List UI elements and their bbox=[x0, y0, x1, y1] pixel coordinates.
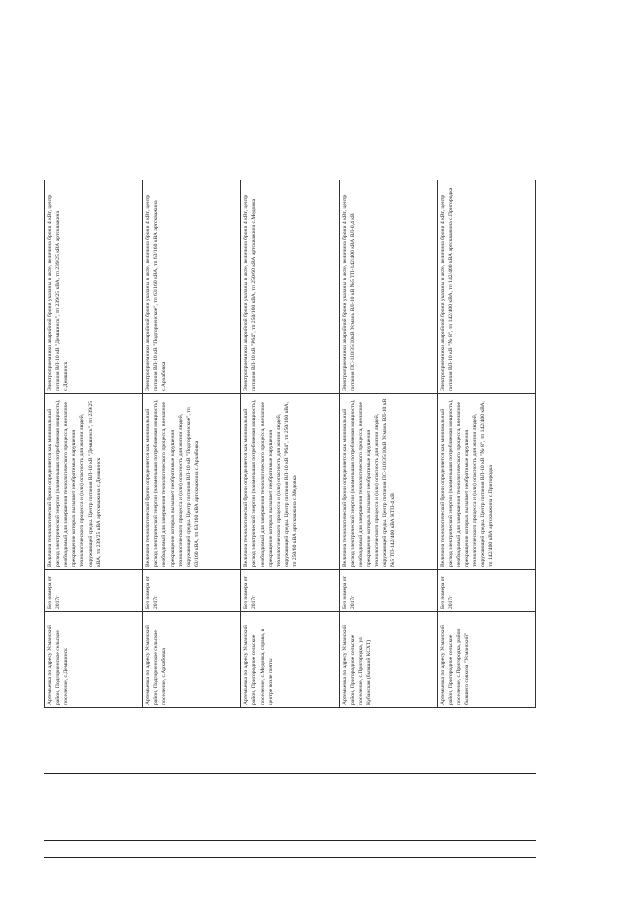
location-text: Артемьевка по адресу Усманский район, Пригородное сельское поселение, с.Пригородка, район бывшего совхоза "Усманский" bbox=[439, 625, 471, 705]
description-text: Величина технологической брони определяется как минимальный расход электрической энергии (наименьшая потребляемая мощность), необходимый для завершения технологического процесса, внезапное прекращение которых вызывает необратимые нарушения технологического процесса и (или) опасность для жизни людей, окружающей среды. Центр питания ВЛ-10 кВ "Р64", тп 250/160 кВА, тп 250/60 кВА артскважина с.Медовка bbox=[243, 399, 299, 567]
location-cell bbox=[339, 612, 437, 708]
description-cell bbox=[339, 394, 437, 570]
description-text: Величина технологической брони определяется как минимальный расход электрической энергии (наименьшая потребляемая мощность), необходимый для завершения технологического процесса, внезапное прекращение которых вызывает необратимые нарушения технологического процесса и (или) опасность для жизни людей, окружающей среды. Центр питания ВЛ-10 кВ "№ 8", тп 142/400 кВА, тп 142/400 кВА артскважина с.Пригородка bbox=[439, 399, 495, 567]
table-row bbox=[339, 180, 437, 708]
reservation-table bbox=[44, 180, 536, 708]
table-body bbox=[45, 180, 536, 708]
rotated-table-content bbox=[44, 180, 536, 708]
footer-rule-top bbox=[44, 773, 536, 774]
description-text: Величина технологической брони определяется как минимальный расход электрической энергии (наименьшая потребляемая мощность), необходимый для завершения технологического процесса, внезапное прекращение которых вызывает необратимые нарушения технологического процесса и (или) опасность для жизни людей, окружающей среды. Центр питания ВЛ-10 кВ "Подгорненское", тп 63/160 кВА, тп 63/160 кВА артскважина с.Архабовка bbox=[145, 399, 200, 567]
note-cell bbox=[143, 180, 241, 394]
note-text: Электроприемники аварийной брони указаны в акте, величина брони 4 кВт, центр питания ВЛ-10 кВ "Подгорненское", тп 63/160 кВА, тп 63/160 кВА артскважина с.Архабовка bbox=[145, 194, 168, 391]
note-text: Электроприемники аварийной брони указаны в акте, величина брони 4 кВт, центр питания ПС-110/35/10кВ Усмань ВЛ-10 кВ №5 ТП-142/400 кВА ВЛ-0,4 кВ bbox=[341, 194, 356, 391]
table-row bbox=[45, 180, 143, 708]
act-text: Без номера от 2017г bbox=[439, 576, 454, 609]
note-cell bbox=[45, 180, 143, 394]
location-text: Артемьевка по адресу Усманский район, Подгорненское сельское поселение, с.Демшинск bbox=[47, 625, 70, 705]
act-text: Без номера от 2017г bbox=[145, 576, 160, 609]
note-cell bbox=[339, 180, 437, 394]
act-cell bbox=[241, 570, 339, 612]
act-cell bbox=[339, 570, 437, 612]
rotated-table-frame bbox=[44, 180, 536, 708]
location-cell bbox=[45, 612, 143, 708]
location-cell bbox=[143, 612, 241, 708]
description-text: Величина технологической брони определяется как минимальный расход электрической энергии (наименьшая потребляемая мощность), необходимый для завершения технологического процесса, внезапное прекращение которых вызывает необратимые нарушения технологического процесса и (или) опасность для жизни людей, окружающей среды. Центр питания ПС-110/35/10кВ Усмань ВЛ-10 кВ №5 ТП-142/400 кВА КТП-4 кВ bbox=[341, 398, 397, 567]
note-cell bbox=[241, 180, 339, 394]
act-cell bbox=[437, 570, 535, 612]
location-text: Артемьевка по адресу Усманский район, Пригородное сельское поселение, с.Медовка, справа, в центре возле почты bbox=[243, 625, 274, 705]
footer-rule-bottom bbox=[44, 857, 536, 858]
act-text: Без номера от 2017г bbox=[47, 576, 62, 609]
description-cell bbox=[241, 394, 339, 570]
table-row bbox=[437, 180, 535, 708]
table-row bbox=[143, 180, 241, 708]
note-text: Электроприемники аварийной брони указаны в акте, величина брони 4 кВт, центр питания ВЛ-10 кВ "№ 8", тп 142/400 кВА, тп 142/400 кВА артскважина с.Пригородка bbox=[439, 187, 454, 391]
footer-rule-middle bbox=[44, 840, 536, 841]
location-text: Артемьевка по адресу Усманский район, Подгорненское сельское поселение, с.Архабовка bbox=[145, 625, 168, 705]
note-cell bbox=[437, 180, 535, 394]
act-cell bbox=[143, 570, 241, 612]
description-text: Величина технологической брони определяется как минимальный расход электрической энергии (наименьшая потребляемая мощность), необходимый для завершения технологического процесса, внезапное прекращение которых вызывает необратимые нарушения технологического процесса и (или) опасность для жизни людей, окружающей среды. Центр питания ВЛ-10 кВ "Демшинск", тп 239/25 кВА, тп 239/25 кВА артскважина с.Демшинск bbox=[47, 399, 102, 567]
table-row bbox=[241, 180, 339, 708]
location-cell bbox=[241, 612, 339, 708]
description-cell bbox=[45, 394, 143, 570]
act-text: Без номера от 2017г bbox=[341, 576, 356, 609]
description-cell bbox=[143, 394, 241, 570]
location-text: Артемьевка по адресу Усманский район, Пригородное сельское поселение, с.Пригородка, ул Кубанская (бывший КСХТ) bbox=[341, 625, 372, 705]
location-cell bbox=[437, 612, 535, 708]
act-text: Без номера от 2017г bbox=[243, 576, 258, 609]
description-cell bbox=[437, 394, 535, 570]
act-cell bbox=[45, 570, 143, 612]
note-text: Электроприемники аварийной брони указаны в акте, величина брони 4 кВт, центр питания ВЛ-10 кВ "Р64", тп 250/160 кВА, тп 250/60 кВА артскважина с.Медовка bbox=[243, 194, 258, 391]
note-text: Электроприемники аварийной брони указаны в акте, величина брони 4 кВт, центр питания ВЛ-10 кВ "Демшинск", тп 239/25 кВА, тп 239/25 кВА артскважина с.Демшинск bbox=[47, 194, 70, 391]
